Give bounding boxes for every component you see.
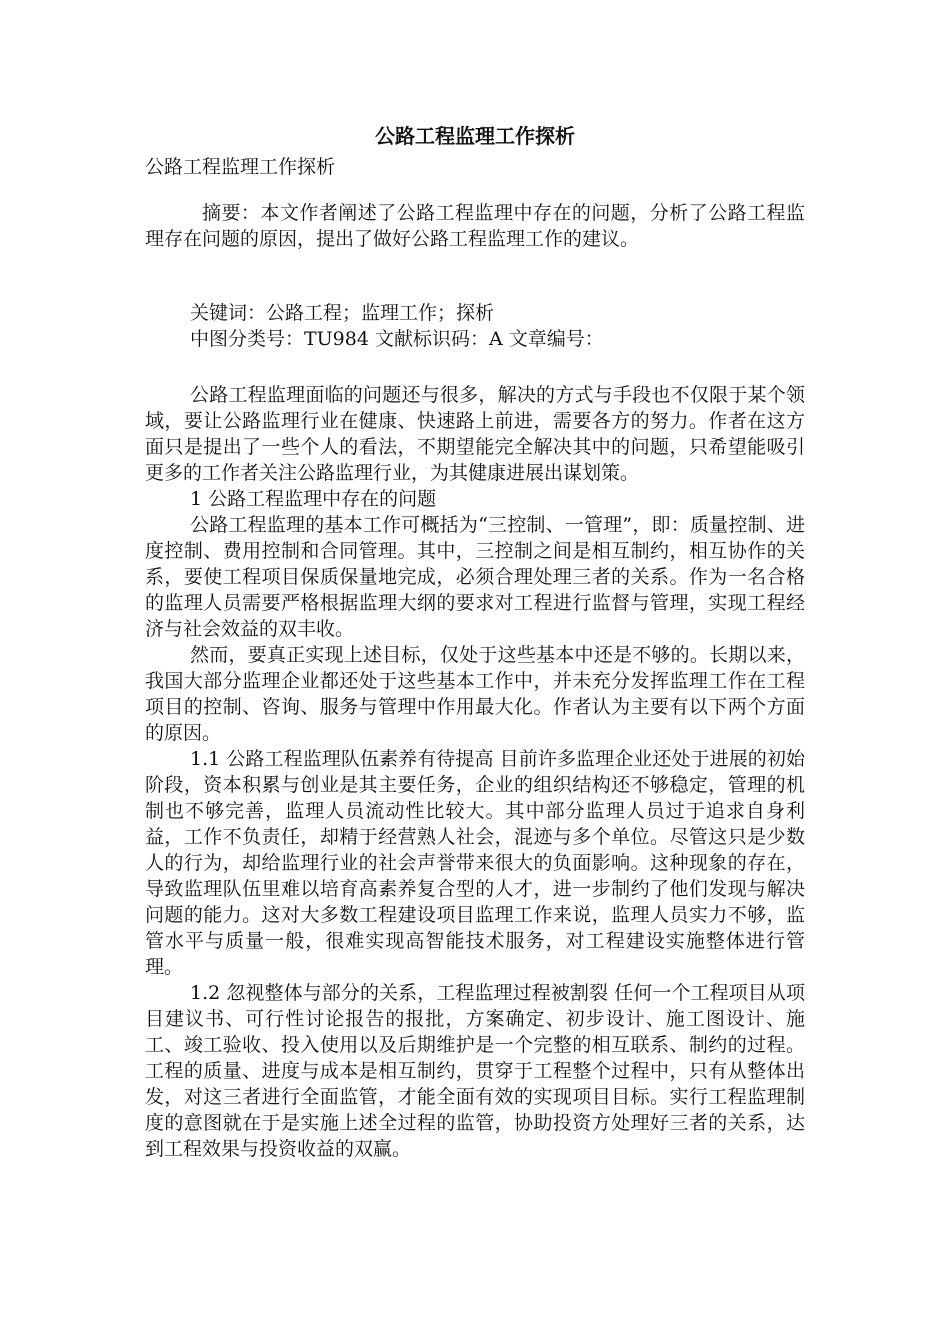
body-paragraph: 公路工程监理的基本工作可概括为“三控制、一管理”，即：质量控制、进度控制、费用控制和合同管理。其中，三控制之间是相互制约，相互协作的关系，要使工程项目保质保量地完成，必须合理处理三者的关系。作为一名合格的监理人员需要严格根据监理大纲的要求对工程进行监督与管理，实现工程经济与社会效益的双丰收。 bbox=[145, 514, 805, 640]
body-text bbox=[145, 382, 805, 1162]
metadata-block bbox=[145, 300, 805, 352]
classification-line: 中图分类号：TU984 文献标识码：A 文章编号： bbox=[190, 328, 604, 350]
document-page bbox=[145, 118, 805, 1162]
keywords-line: 关键词：公路工程；监理工作；探析 bbox=[190, 302, 495, 324]
body-paragraph: 然而，要真正实现上述目标，仅处于这些基本中还是不够的。长期以来，我国大部分监理企业都还处于这些基本工作中，并未充分发挥监理工作在工程项目的控制、咨询、服务与管理中作用最大化。作者认为主要有以下两个方面的原因。 bbox=[145, 644, 805, 744]
document-title: 公路工程监理工作探析 bbox=[375, 124, 575, 148]
body-paragraph: 1.1 公路工程监理队伍素养有待提高 目前许多监理企业还处于进展的初始阶段，资本积累与创业是其主要任务，企业的组织结构还不够稳定，管理的机制也不够完善，监理人员流动性比较大。其中部分监理人员过于追求自身利益，工作不负责任，却精于经营熟人社会，混迹与多个单位。尽管这只是少数人的行为，却给监理行业的社会声誉带来很大的负面影响。这种现象的存在，导致监理队伍里难以培育高素养复合型的人才，进一步制约了他们发现与解决问题的能力。这对大多数工程建设项目监理工作来说，监理人员实力不够，监管水平与质量一般，很难实现高智能技术服务，对工程建设实施整体进行管理。 bbox=[145, 748, 805, 978]
document-subtitle: 公路工程监理工作探析 bbox=[145, 156, 336, 178]
abstract: 摘要：本文作者阐述了公路工程监理中存在的问题，分析了公路工程监理存在问题的原因，提出了做好公路工程监理工作的建议。 bbox=[145, 202, 805, 250]
body-paragraph: 公路工程监理面临的问题还与很多，解决的方式与手段也不仅限于某个领域，要让公路监理行业在健康、快速路上前进，需要各方的努力。作者在这方面只是提出了一些个人的看法，不期望能完全解决其中的问题，只希望能吸引更多的工作者关注公路监理行业，为其健康进展出谋划策。 bbox=[145, 384, 805, 484]
section-heading: 1 公路工程监理中存在的问题 bbox=[190, 488, 437, 510]
body-paragraph: 1.2 忽视整体与部分的关系，工程监理过程被割裂 任何一个工程项目从项目建议书、可行性讨论报告的报批，方案确定、初步设计、施工图设计、施工、竣工验收、投入使用以及后期维护是一个完整的相互联系、制约的过程。工程的质量、进度与成本是相互制约，贯穿于工程整个过程中，只有从整体出发，对这三者进行全面监管，才能全面有效的实现项目目标。实行工程监理制度的意图就在于是实施上述全过程的监管，协助投资方处理好三者的关系，达到工程效果与投资收益的双赢。 bbox=[145, 982, 805, 1160]
